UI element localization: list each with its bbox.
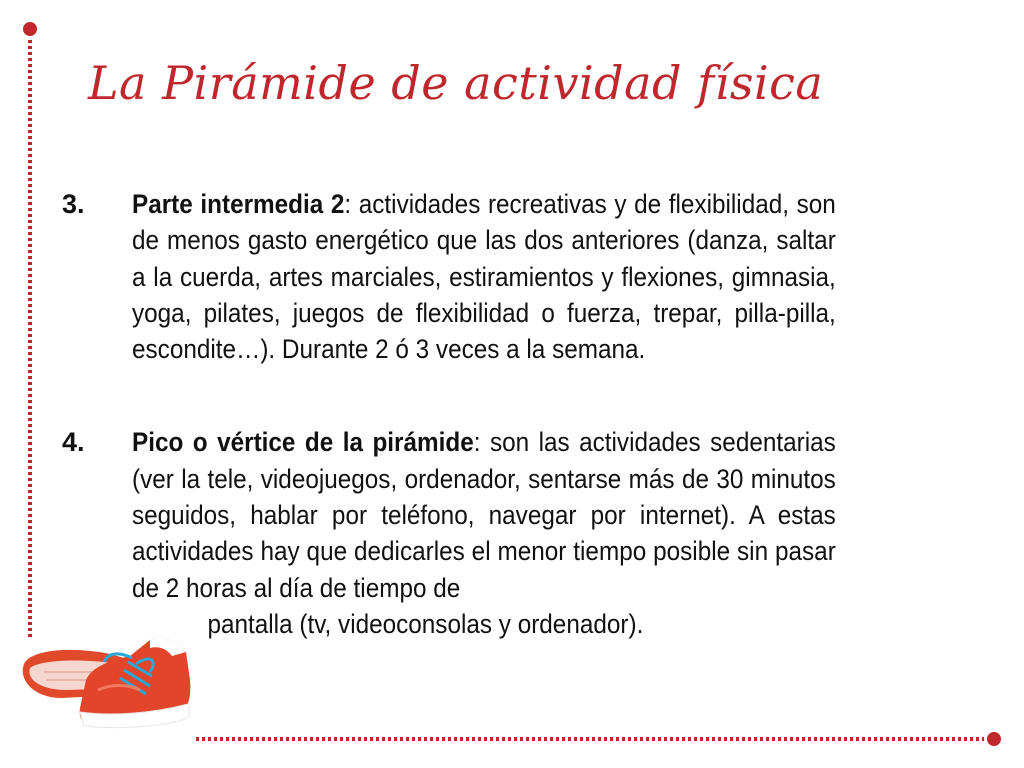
list-item-body — [132, 186, 836, 367]
list-item-number: 3. — [62, 189, 85, 219]
list-item-separator: : — [473, 427, 481, 458]
list-item — [62, 186, 914, 367]
border-dot-top — [23, 22, 37, 36]
list-item-last-line: pantalla (tv, videoconsolas y ordenador). — [207, 608, 644, 639]
list-item-term: Parte intermedia 2 — [132, 189, 345, 219]
list-item-text: son las actividades sedentarias (ver la tele, videojuegos, ordenador, sentarse más de 30 minutos seguidos, hablar por teléfono, navegar por internet). A estas actividades hay que dedicarles el menor tiempo posible sin pasar de 2 horas al día de tiempo de — [132, 427, 836, 603]
list-item-text: actividades recreativas y de flexibilidad, son de menos gasto energético que las dos anteriores (danza, saltar a la cuerda, artes marciales, estiramientos y flexiones, gimnasia, yoga, pilates, juegos de flexibilidad o fuerza, trepar, pilla-pilla, escondite…). Durante 2 ó 3 veces a la semana. — [132, 189, 836, 365]
slide-title: La Pirámide de actividad física — [88, 56, 824, 110]
slide-content — [62, 186, 914, 642]
list-item — [62, 424, 914, 642]
list-item-body — [132, 424, 836, 642]
list-item-term: Pico o vértice de la pirámide — [132, 427, 474, 458]
red-sneakers-icon — [23, 639, 191, 728]
border-dot-bottom — [987, 732, 1001, 746]
list-item-separator: : — [344, 189, 352, 219]
list-item-number: 4. — [62, 427, 85, 458]
